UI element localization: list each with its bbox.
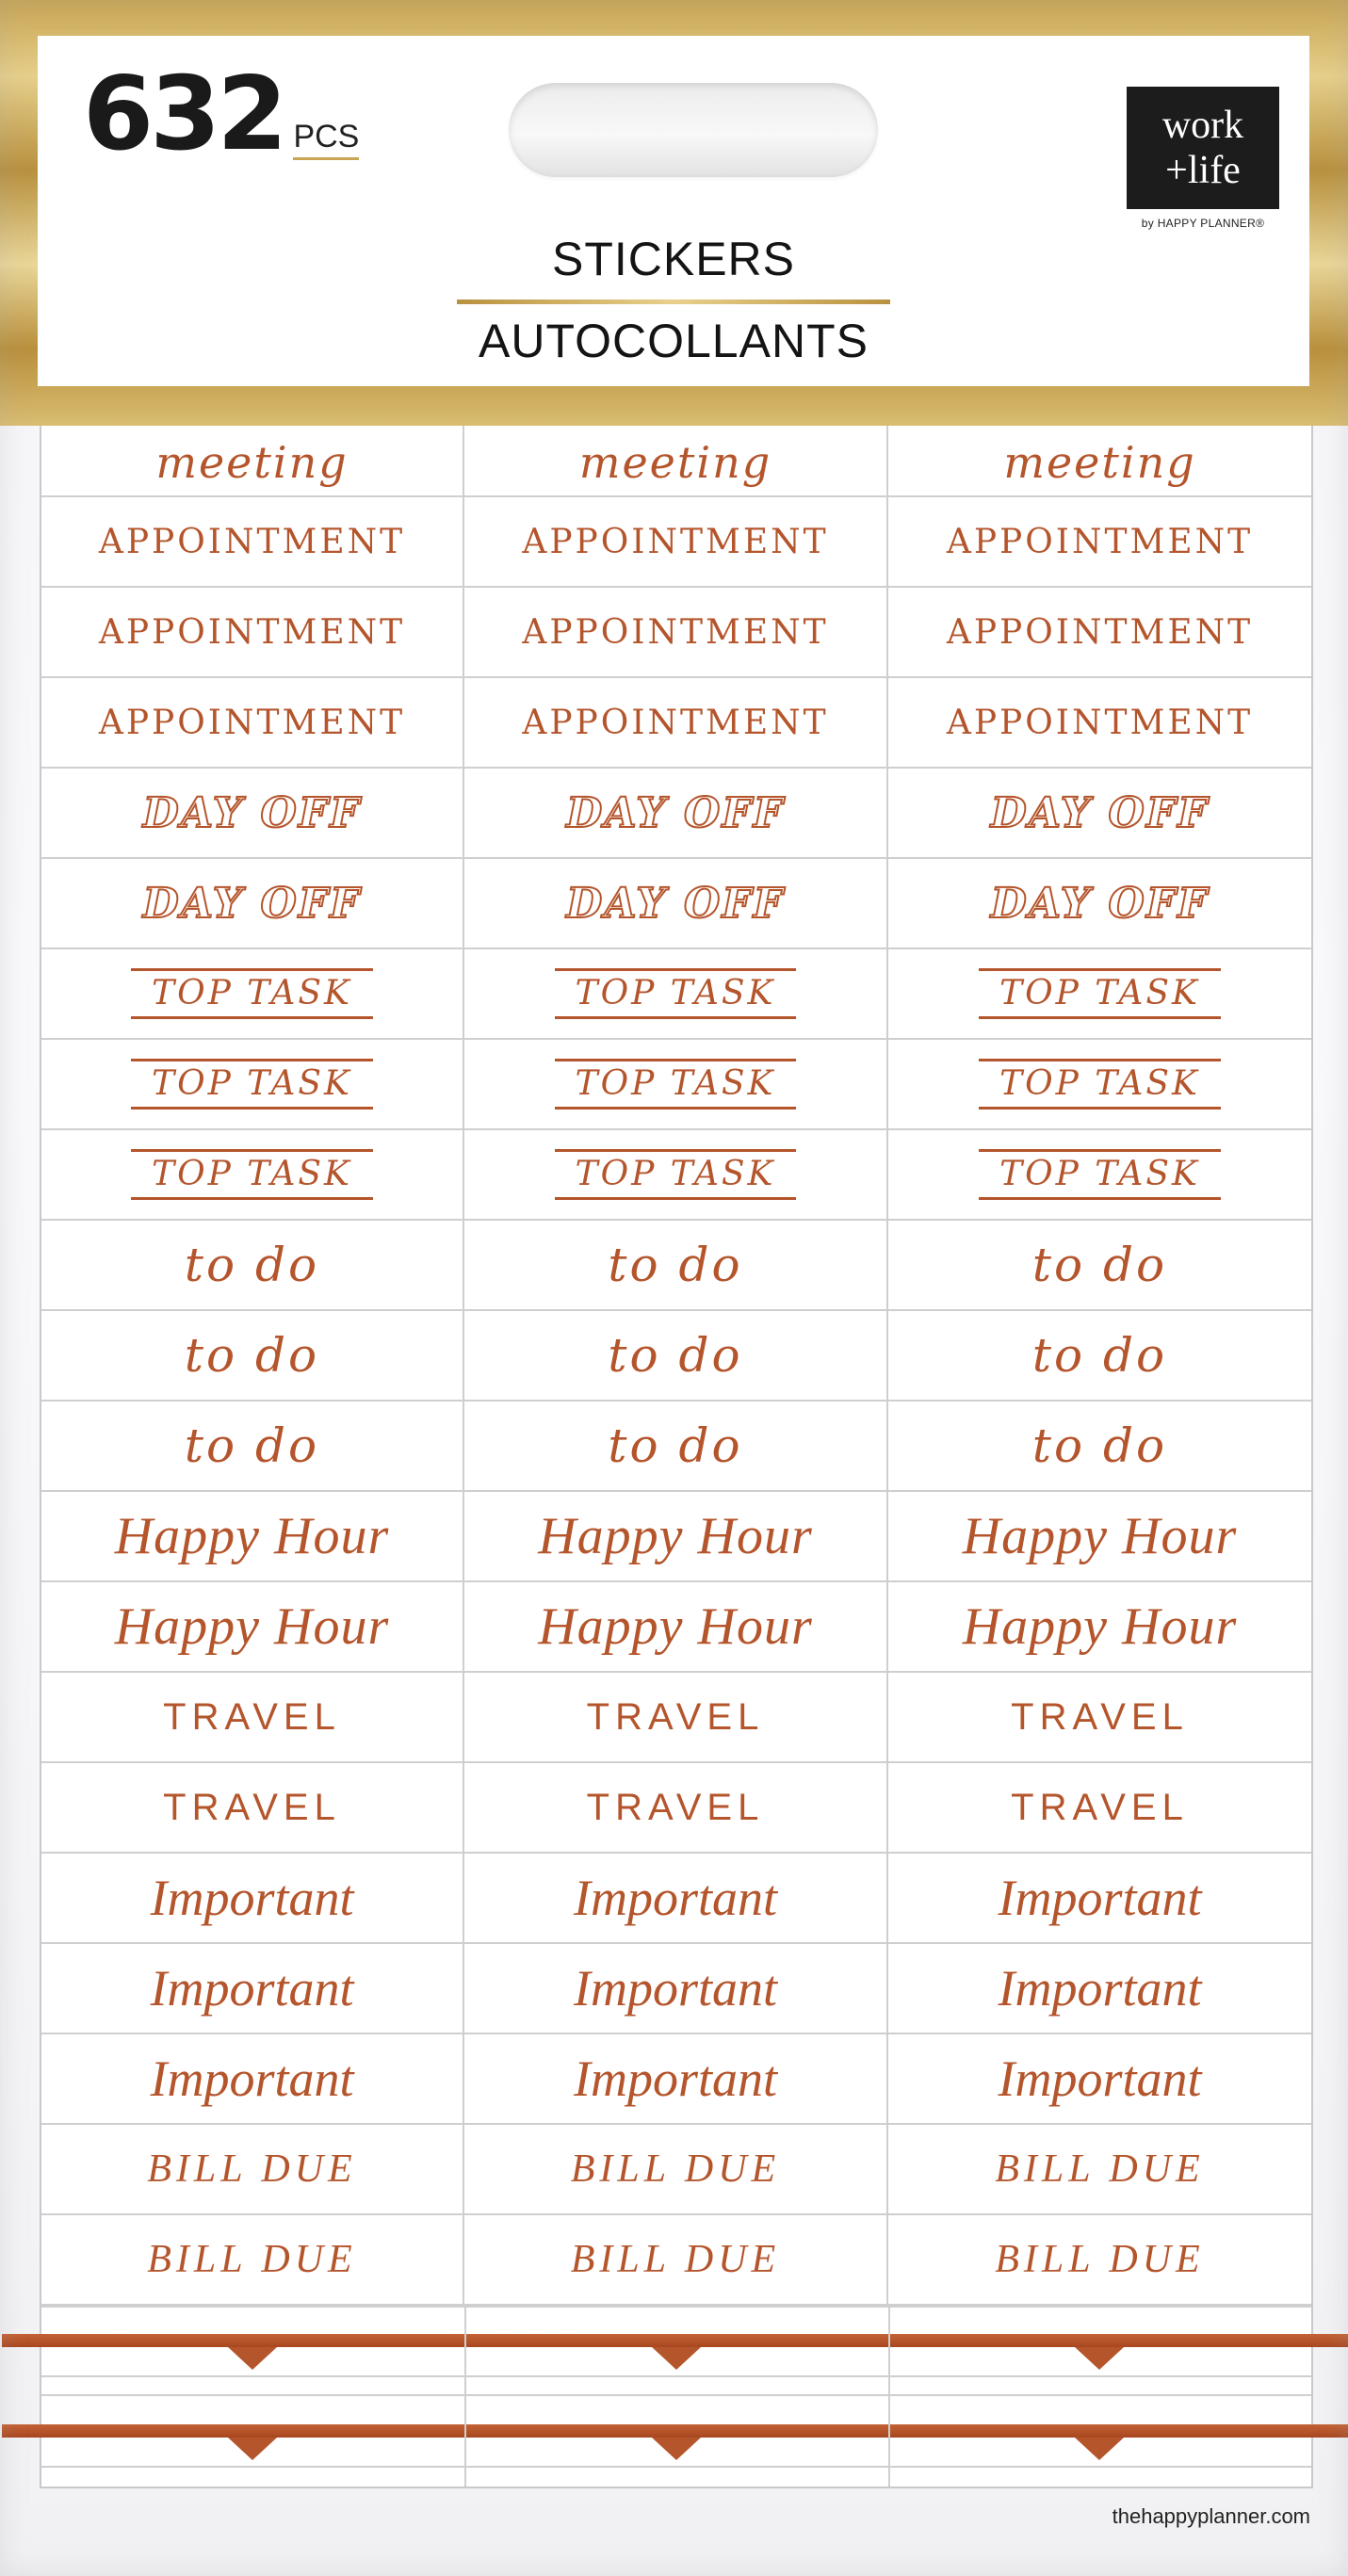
sticker-important (888, 1854, 1311, 1944)
tab-arrow-icon (1075, 2438, 1124, 2460)
sticker-happy-hour (888, 1492, 1311, 1582)
header-card (38, 36, 1309, 386)
sticker-text: TRAVEL (163, 1786, 341, 1828)
sticker-to-do (888, 1311, 1311, 1401)
tab-strip-row-1 (41, 2306, 1311, 2396)
sticker-top-task (888, 1130, 1311, 1221)
column-divider (888, 2306, 890, 2394)
brand-line-2: +life (1165, 149, 1241, 192)
sticker-day-off (41, 859, 464, 949)
sticker-appointment (888, 588, 1311, 678)
sticker-text: APPOINTMENT (98, 522, 406, 561)
sticker-text: APPOINTMENT (946, 522, 1254, 561)
sticker-top-task (888, 949, 1311, 1040)
sticker-meeting (888, 426, 1311, 497)
sticker-text: DAY OFF (142, 879, 362, 928)
sticker-sheet (40, 426, 1313, 2488)
sticker-top-task (41, 1130, 464, 1221)
sticker-text: Important (150, 1960, 354, 2017)
sticker-text: meeting (1003, 437, 1196, 488)
sticker-happy-hour (464, 1492, 888, 1582)
sticker-text: to do (608, 1418, 743, 1473)
piece-count (83, 56, 360, 173)
sticker-text: BILL DUE (147, 2147, 357, 2191)
sticker-to-do (41, 1221, 464, 1311)
sticker-important (41, 1944, 464, 2034)
tab-arrow-icon (652, 2347, 701, 2370)
title-block (38, 235, 1309, 365)
sticker-appointment (888, 678, 1311, 769)
sticker-top-task (41, 949, 464, 1040)
hang-hole (509, 83, 878, 177)
sticker-to-do (888, 1221, 1311, 1311)
sticker-text: to do (184, 1328, 320, 1383)
sticker-text: Important (574, 1960, 777, 2017)
sticker-important (41, 1854, 464, 1944)
sticker-text: Happy Hour (538, 1507, 813, 1565)
sticker-appointment (41, 588, 464, 678)
sticker-text: APPOINTMENT (522, 612, 829, 652)
sticker-text: BILL DUE (147, 2238, 357, 2281)
sticker-to-do (464, 1401, 888, 1492)
sticker-meeting (464, 426, 888, 497)
sticker-bill-due (464, 2215, 888, 2306)
brand-logo (1104, 87, 1302, 230)
sticker-day-off (888, 769, 1311, 859)
sticker-appointment (41, 497, 464, 588)
sticker-top-task (464, 1130, 888, 1221)
sticker-text: DAY OFF (566, 879, 785, 928)
sticker-bill-due (41, 2125, 464, 2215)
sticker-important (888, 2034, 1311, 2125)
sticker-text: TOP TASK (131, 1059, 373, 1109)
sticker-important (464, 2034, 888, 2125)
sticker-day-off (888, 859, 1311, 949)
sticker-text: TRAVEL (1011, 1786, 1189, 1828)
sticker-appointment (41, 678, 464, 769)
website-url: thehappyplanner.com (1112, 2504, 1310, 2528)
sticker-text: Important (150, 2050, 354, 2107)
sticker-text: TOP TASK (555, 1059, 797, 1109)
piece-count-number: 632 (83, 56, 284, 173)
sticker-text: Important (150, 1870, 354, 1926)
sticker-text: TRAVEL (586, 1695, 765, 1738)
sticker-to-do (464, 1311, 888, 1401)
sticker-text: BILL DUE (570, 2238, 781, 2281)
sticker-text: BILL DUE (995, 2238, 1205, 2281)
sticker-text: DAY OFF (142, 788, 362, 837)
sticker-top-task (888, 1040, 1311, 1130)
title-french: AUTOCOLLANTS (479, 315, 869, 367)
sticker-day-off (464, 769, 888, 859)
sticker-text: TOP TASK (555, 1149, 797, 1199)
sticker-travel (41, 1673, 464, 1763)
sticker-bill-due (41, 2215, 464, 2306)
sticker-text: APPOINTMENT (946, 703, 1254, 742)
tab-strip-line (41, 2466, 1311, 2468)
sticker-text: Happy Hour (538, 1597, 813, 1656)
sticker-text: to do (608, 1328, 743, 1383)
sticker-text: BILL DUE (570, 2147, 781, 2191)
sticker-text: DAY OFF (990, 788, 1210, 837)
sticker-top-task (41, 1040, 464, 1130)
sticker-to-do (888, 1401, 1311, 1492)
sticker-text: to do (184, 1418, 320, 1473)
sticker-text: Happy Hour (114, 1597, 390, 1656)
copper-tab-bar (2, 2334, 1348, 2347)
tab-arrow-icon (1075, 2347, 1124, 2370)
sticker-text: TRAVEL (1011, 1695, 1189, 1738)
title-divider (457, 300, 890, 304)
sticker-happy-hour (41, 1492, 464, 1582)
sticker-text: Important (998, 1960, 1202, 2017)
sticker-text: TOP TASK (555, 968, 797, 1018)
sticker-bill-due (464, 2125, 888, 2215)
sticker-text: Happy Hour (114, 1507, 390, 1565)
tab-strip-row-2 (41, 2396, 1311, 2487)
column-divider (464, 2396, 466, 2487)
sticker-text: DAY OFF (990, 879, 1210, 928)
sticker-to-do (41, 1311, 464, 1401)
sticker-text: APPOINTMENT (522, 522, 829, 561)
sticker-text: meeting (155, 437, 349, 488)
sticker-text: DAY OFF (566, 788, 785, 837)
sticker-text: APPOINTMENT (522, 703, 829, 742)
sticker-text: Important (574, 2050, 777, 2107)
sticker-important (464, 1854, 888, 1944)
gold-header-band (0, 0, 1348, 426)
sticker-appointment (464, 497, 888, 588)
sticker-text: Important (998, 2050, 1202, 2107)
brand-logo-box (1127, 87, 1279, 209)
sticker-text: TOP TASK (979, 1059, 1221, 1109)
sticker-text: Important (998, 1870, 1202, 1926)
sticker-travel (464, 1763, 888, 1854)
sticker-bill-due (888, 2215, 1311, 2306)
sticker-text: to do (184, 1238, 320, 1292)
sticker-text: TRAVEL (163, 1695, 341, 1738)
sticker-text: to do (608, 1238, 743, 1292)
sticker-text: Important (574, 1870, 777, 1926)
sticker-grid (41, 426, 1311, 2306)
sticker-text: to do (1031, 1328, 1168, 1383)
sticker-text: Happy Hour (962, 1597, 1238, 1656)
sticker-text: APPOINTMENT (946, 612, 1254, 652)
piece-count-unit: PCS (293, 119, 359, 160)
sticker-travel (888, 1673, 1311, 1763)
sticker-important (888, 1944, 1311, 2034)
sticker-happy-hour (41, 1582, 464, 1673)
sticker-to-do (464, 1221, 888, 1311)
sticker-text: to do (1031, 1238, 1168, 1292)
sticker-text: to do (1031, 1418, 1168, 1473)
sticker-text: TOP TASK (979, 1149, 1221, 1199)
sticker-travel (888, 1763, 1311, 1854)
sticker-appointment (888, 497, 1311, 588)
sticker-happy-hour (464, 1582, 888, 1673)
sticker-travel (41, 1763, 464, 1854)
tab-arrow-icon (228, 2347, 277, 2370)
sticker-day-off (41, 769, 464, 859)
sticker-important (464, 1944, 888, 2034)
sticker-to-do (41, 1401, 464, 1492)
sticker-appointment (464, 588, 888, 678)
tab-arrow-icon (228, 2438, 277, 2460)
sticker-text: BILL DUE (995, 2147, 1205, 2191)
tab-strip-line (41, 2375, 1311, 2377)
sticker-text: TOP TASK (131, 968, 373, 1018)
sticker-text: meeting (578, 437, 772, 488)
brand-line-1: work (1161, 104, 1244, 147)
tab-strip-line (41, 2306, 1311, 2308)
copper-tab-bar (2, 2424, 1348, 2438)
sticker-text: TOP TASK (979, 968, 1221, 1018)
brand-byline: by HAPPY PLANNER® (1141, 217, 1265, 230)
sticker-text: Happy Hour (962, 1507, 1238, 1565)
sticker-text: APPOINTMENT (98, 703, 406, 742)
sticker-top-task (464, 949, 888, 1040)
sticker-bill-due (888, 2125, 1311, 2215)
sticker-day-off (464, 859, 888, 949)
sticker-text: APPOINTMENT (98, 612, 406, 652)
column-divider (464, 2306, 466, 2394)
sticker-appointment (464, 678, 888, 769)
sticker-text: TRAVEL (586, 1786, 765, 1828)
sticker-happy-hour (888, 1582, 1311, 1673)
sticker-travel (464, 1673, 888, 1763)
sticker-top-task (464, 1040, 888, 1130)
title-english: STICKERS (551, 233, 796, 285)
column-divider (888, 2396, 890, 2487)
sticker-important (41, 2034, 464, 2125)
sticker-text: TOP TASK (131, 1149, 373, 1199)
tab-arrow-icon (652, 2438, 701, 2460)
sticker-meeting (41, 426, 464, 497)
